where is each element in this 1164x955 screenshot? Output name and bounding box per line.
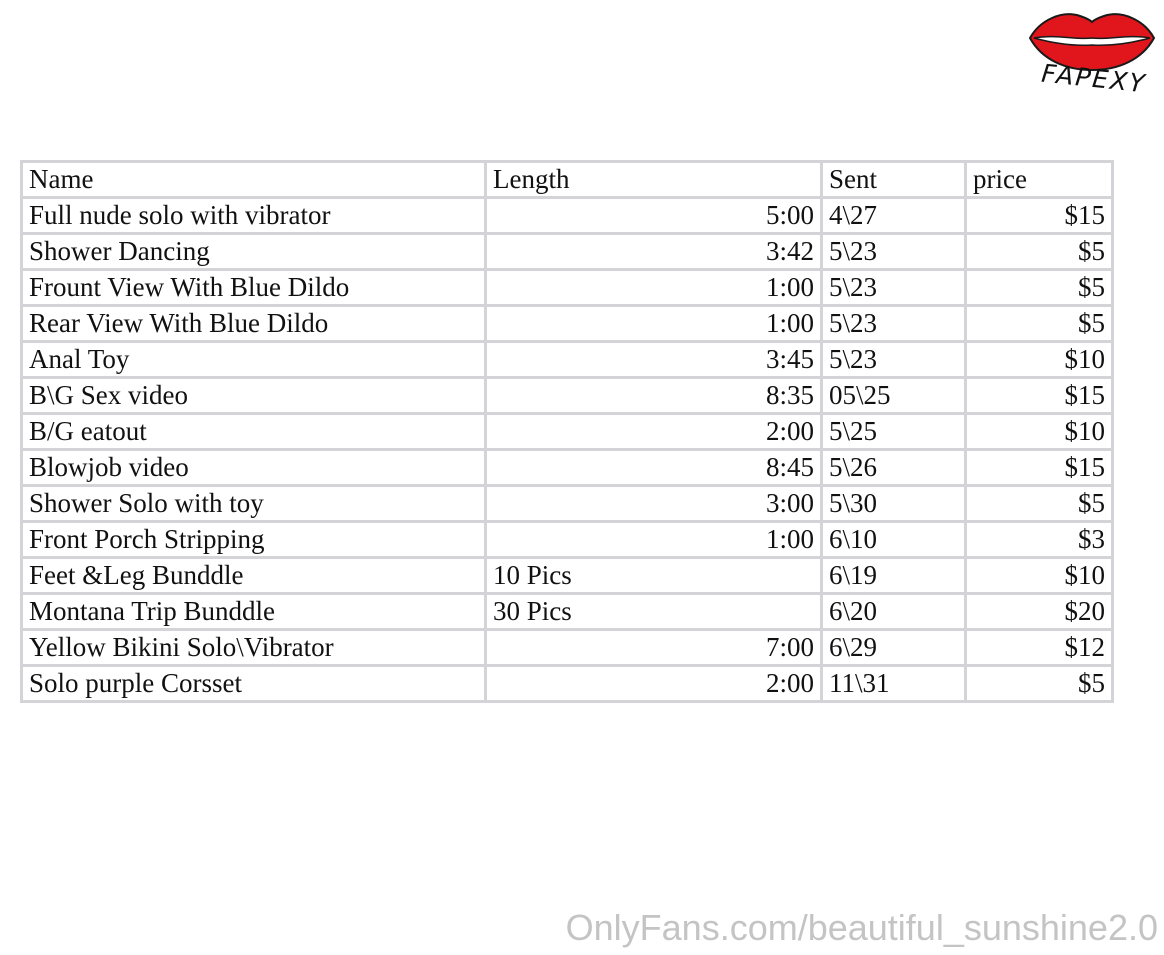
cell-price: $20	[966, 594, 1113, 630]
cell-sent: 5\30	[822, 486, 966, 522]
cell-price: $3	[966, 522, 1113, 558]
cell-name: Shower Dancing	[22, 234, 486, 270]
logo-text: FAPEXY	[1040, 58, 1148, 99]
cell-length: 8:45	[486, 450, 822, 486]
cell-length: 7:00	[486, 630, 822, 666]
cell-name: Blowjob video	[22, 450, 486, 486]
cell-price: $15	[966, 198, 1113, 234]
cell-sent: 6\29	[822, 630, 966, 666]
cell-sent: 5\26	[822, 450, 966, 486]
cell-sent: 4\27	[822, 198, 966, 234]
table-body	[22, 162, 1113, 702]
cell-price: $12	[966, 630, 1113, 666]
cell-length: 2:00	[486, 666, 822, 702]
cell-price: $15	[966, 450, 1113, 486]
header-price: price	[966, 162, 1113, 198]
cell-sent: 5\23	[822, 270, 966, 306]
cell-sent: 6\19	[822, 558, 966, 594]
table-header-row	[22, 162, 1113, 198]
cell-name: Anal Toy	[22, 342, 486, 378]
table-row	[22, 630, 1113, 666]
table-row	[22, 486, 1113, 522]
cell-sent: 6\20	[822, 594, 966, 630]
table-row	[22, 522, 1113, 558]
cell-length: 3:42	[486, 234, 822, 270]
cell-price: $5	[966, 270, 1113, 306]
cell-name: Full nude solo with vibrator	[22, 198, 486, 234]
table-row	[22, 450, 1113, 486]
cell-name: B\G Sex video	[22, 378, 486, 414]
cell-name: Feet &Leg Bunddle	[22, 558, 486, 594]
watermark: OnlyFans.com/beautiful_sunshine2.0	[565, 907, 1158, 948]
table-row	[22, 306, 1113, 342]
table-row	[22, 234, 1113, 270]
cell-name: Front Porch Stripping	[22, 522, 486, 558]
cell-price: $10	[966, 414, 1113, 450]
table-row	[22, 342, 1113, 378]
cell-name: B/G eatout	[22, 414, 486, 450]
cell-length: 30 Pics	[486, 594, 822, 630]
cell-length: 8:35	[486, 378, 822, 414]
table-row	[22, 666, 1113, 702]
cell-length: 3:45	[486, 342, 822, 378]
table-row	[22, 414, 1113, 450]
cell-sent: 05\25	[822, 378, 966, 414]
cell-length: 10 Pics	[486, 558, 822, 594]
table-row	[22, 558, 1113, 594]
cell-length: 5:00	[486, 198, 822, 234]
table-row	[22, 378, 1113, 414]
cell-name: Frount View With Blue Dildo	[22, 270, 486, 306]
cell-name: Yellow Bikini Solo\Vibrator	[22, 630, 486, 666]
table-row	[22, 594, 1113, 630]
cell-length: 3:00	[486, 486, 822, 522]
table-row	[22, 270, 1113, 306]
header-sent: Sent	[822, 162, 966, 198]
fapexy-logo	[1026, 8, 1158, 104]
header-length: Length	[486, 162, 822, 198]
cell-sent: 11\31	[822, 666, 966, 702]
cell-name: Solo purple Corsset	[22, 666, 486, 702]
cell-length: 1:00	[486, 270, 822, 306]
cell-price: $5	[966, 486, 1113, 522]
cell-length: 2:00	[486, 414, 822, 450]
cell-name: Rear View With Blue Dildo	[22, 306, 486, 342]
cell-price: $5	[966, 666, 1113, 702]
cell-price: $5	[966, 306, 1113, 342]
cell-price: $10	[966, 342, 1113, 378]
cell-name: Montana Trip Bunddle	[22, 594, 486, 630]
cell-price: $15	[966, 378, 1113, 414]
table-row	[22, 198, 1113, 234]
cell-sent: 5\23	[822, 234, 966, 270]
cell-length: 1:00	[486, 306, 822, 342]
cell-sent: 5\23	[822, 306, 966, 342]
cell-sent: 5\23	[822, 342, 966, 378]
video-price-table	[20, 160, 1114, 703]
cell-length: 1:00	[486, 522, 822, 558]
cell-price: $5	[966, 234, 1113, 270]
cell-sent: 6\10	[822, 522, 966, 558]
header-name: Name	[22, 162, 486, 198]
cell-sent: 5\25	[822, 414, 966, 450]
cell-price: $10	[966, 558, 1113, 594]
cell-name: Shower Solo with toy	[22, 486, 486, 522]
